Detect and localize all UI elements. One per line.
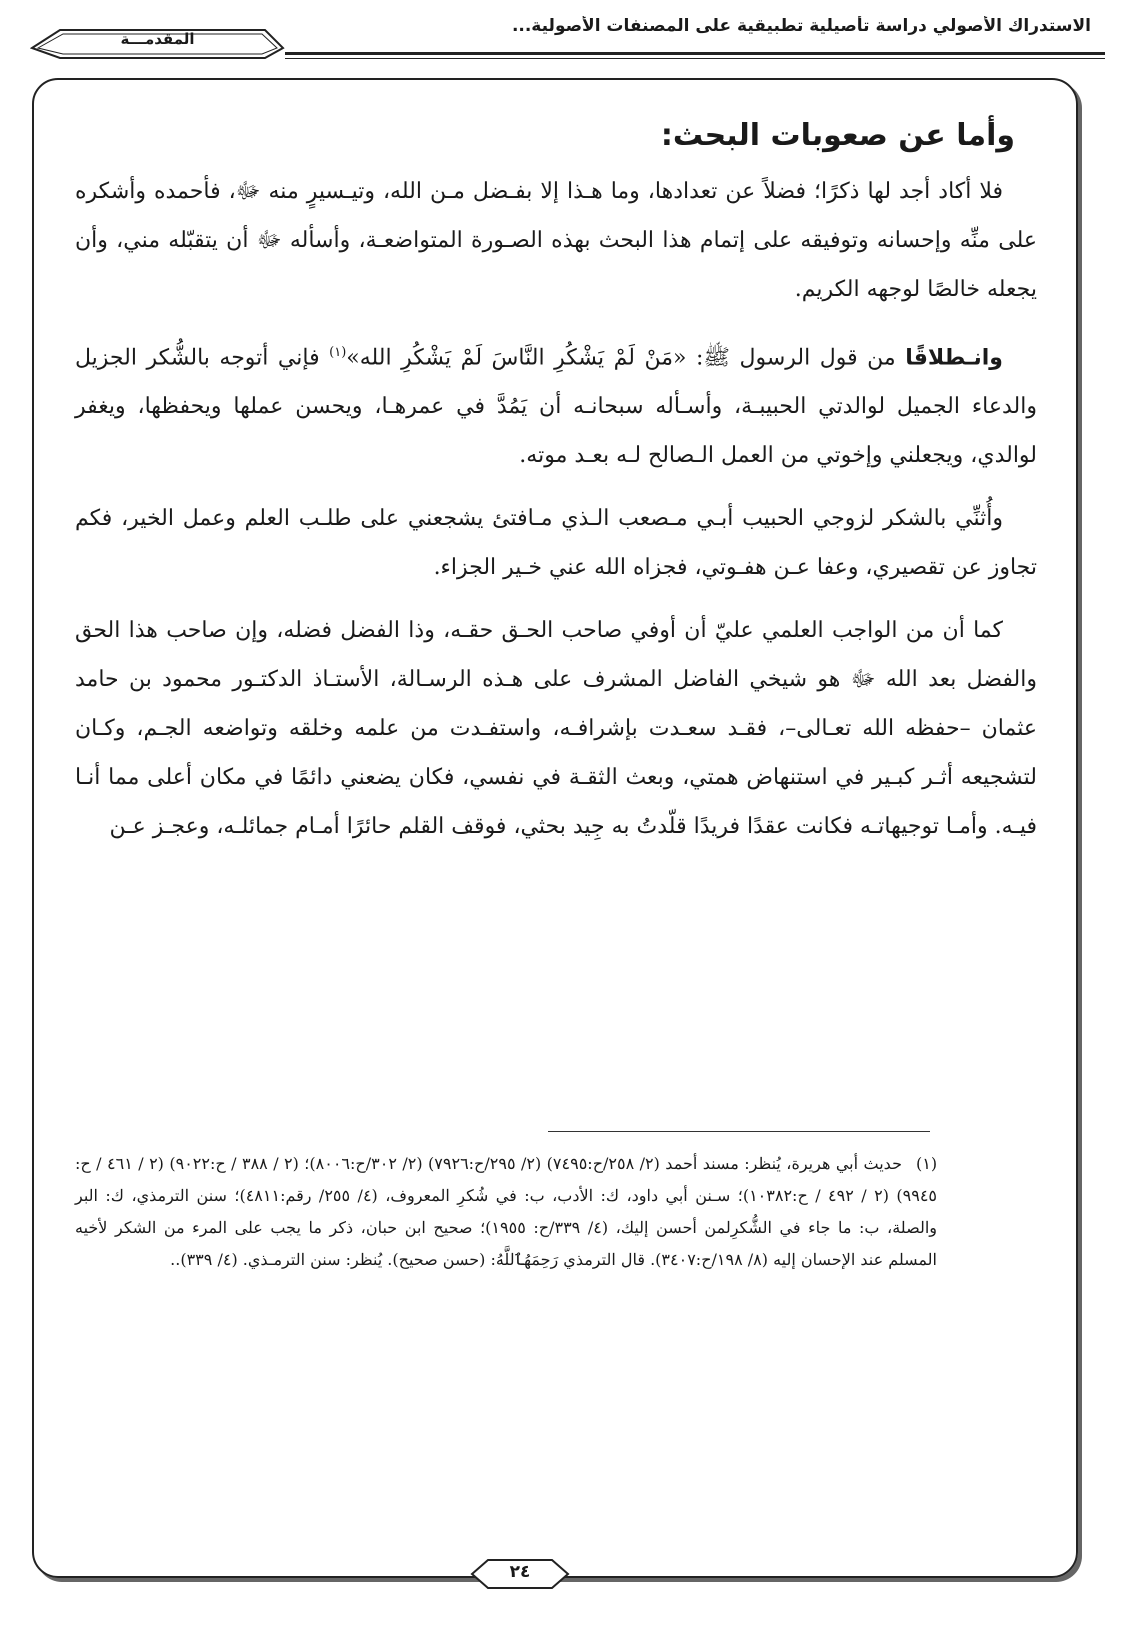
main-content [75,118,1037,851]
footnote [75,1148,937,1276]
header-rule [285,52,1105,55]
paragraph-gratitude-husband: وأُثنِّي بالشكر لزوجي الحبيب أبـي مـصعب الـذي مـافتئ يشجعني على طلـب العلم وعمل الخير، فكم تجاوز عن تقصيري، وعفا عـن هفـوتي، فجزاه الله عني خـير الجزاء. [75,506,1037,581]
paragraph-lead-word: وانـطلاقًا [905,345,1003,371]
section-label: المقدمـــة [120,30,195,48]
page-number-badge [470,1557,570,1591]
book-title: الاستدراك الأصولي دراسة تأصيلية تطبيقية على المصنفات الأصولية... [511,16,1091,36]
paragraph-gratitude-supervisor: كما أن من الواجب العلمي عليّ أن أوفي صاحب الحـق حقـه، وذا الفضل فضله، وإن صاحب هذا الحق والفضل بعد الله ﷻ هو شيخي الفاضل المشرف على هـذه الرسـالة، الأستـاذ الدكتـور محمود بن حامد عثمان –حفظه الله تعـالى–، فقـد سعـدت بإشرافـه، واستفـدت من علمه وخلقه وتواضعه الجـم، وكـان لتشجيعه أثـر كبـير في استنهاض همتي، وبعث الثقـة في نفسي، فكان يضعني دائمًا في مكان أعلى مما أنـا فيـه. وأمـا توجيهاتـه فكانت عقدًا فريدًا قلّدتُ به جِيد بحثي، فوقف القلم حائرًا أمـام جمائلـه، وعجـز عـن [75,618,1037,840]
hadith-quote: من قول الرسول ﷺ: «مَنْ لَمْ يَشْكُرِ النَّاسَ لَمْ يَشْكُرِ الله» [346,345,896,371]
section-heading: وأما عن صعوبات البحث: [660,118,1015,153]
paragraph-continuation: فإني أتوجه بالشُّكر الجزيل والدعاء الجميل لوالدتي الحبيبـة، وأسـأله سبحانـه أن يَمُدَّ في عمرهـا، ويحسن عملها ويحفظها، ويغفر لوالدي، ويجعلني وإخوتي من العمل الـصالح لـه بعـد موته. [75,345,1037,469]
header-rule-thin [285,58,1105,59]
footnote-ref[interactable]: (١) [329,345,347,360]
paragraph-difficulties: فلا أكاد أجد لها ذكرًا؛ فضلاً عن تعدادها، وما هـذا إلا بفـضل مـن الله، وتيـسيرٍ منه ﷻ، فأحمده وأشكره على منِّه وإحسانه وتوفيقه على إتمام هذا البحث بهذه الصـورة المتواضعـة، وأسأله ﷻ أن يتقبّله مني، وأن يجعله خالصًا لوجهه الكريم. [75,179,1037,302]
section-tab [30,22,285,62]
footnote-separator [548,1131,930,1132]
paragraph-gratitude-parents [75,328,1037,480]
footnote-text: حديث أبي هريرة، يُنظر: مسند أحمد (٢/ ٢٥٨/ح:٧٤٩٥) (٢/ ٢٩٥/ح:٧٩٢٦) (٢/ ٣٠٢/ح:٨٠٠٦)؛ (٢ / ٣٨٨ / ح:٩٠٢٢) (٢ / ٤٦١ / ح: ٩٩٤٥) (٢ / ٤٩٢ / ح:١٠٣٨٢)؛ سـنن أبي داود، ك: الأدب، ب: في شُكرِ المعروف، (٤/ ٢٥٥/ رقم:٤٨١١)؛ سنن الترمذي، ك: البر والصلة، ب: ما جاء في الشُّكرِلمن أحسن إليك، (٤/ ٣٣٩/ح: ١٩٥٥)؛ صحيح ابن حبان، ذكر ما يجب على المرء من الشكر لأخيه المسلم عند الإحسان إليه (٨/ ١٩٨/ح:٣٤٠٧). قال الترمذي رَحِمَهُٱللَّهُ: (حسن صحيح). يُنظر: سنن الترمـذي. (٤/ ٣٣٩).. [75,1154,938,1269]
footnote-number: (١) [915,1154,938,1173]
page-number: ٢٤ [509,1562,531,1582]
